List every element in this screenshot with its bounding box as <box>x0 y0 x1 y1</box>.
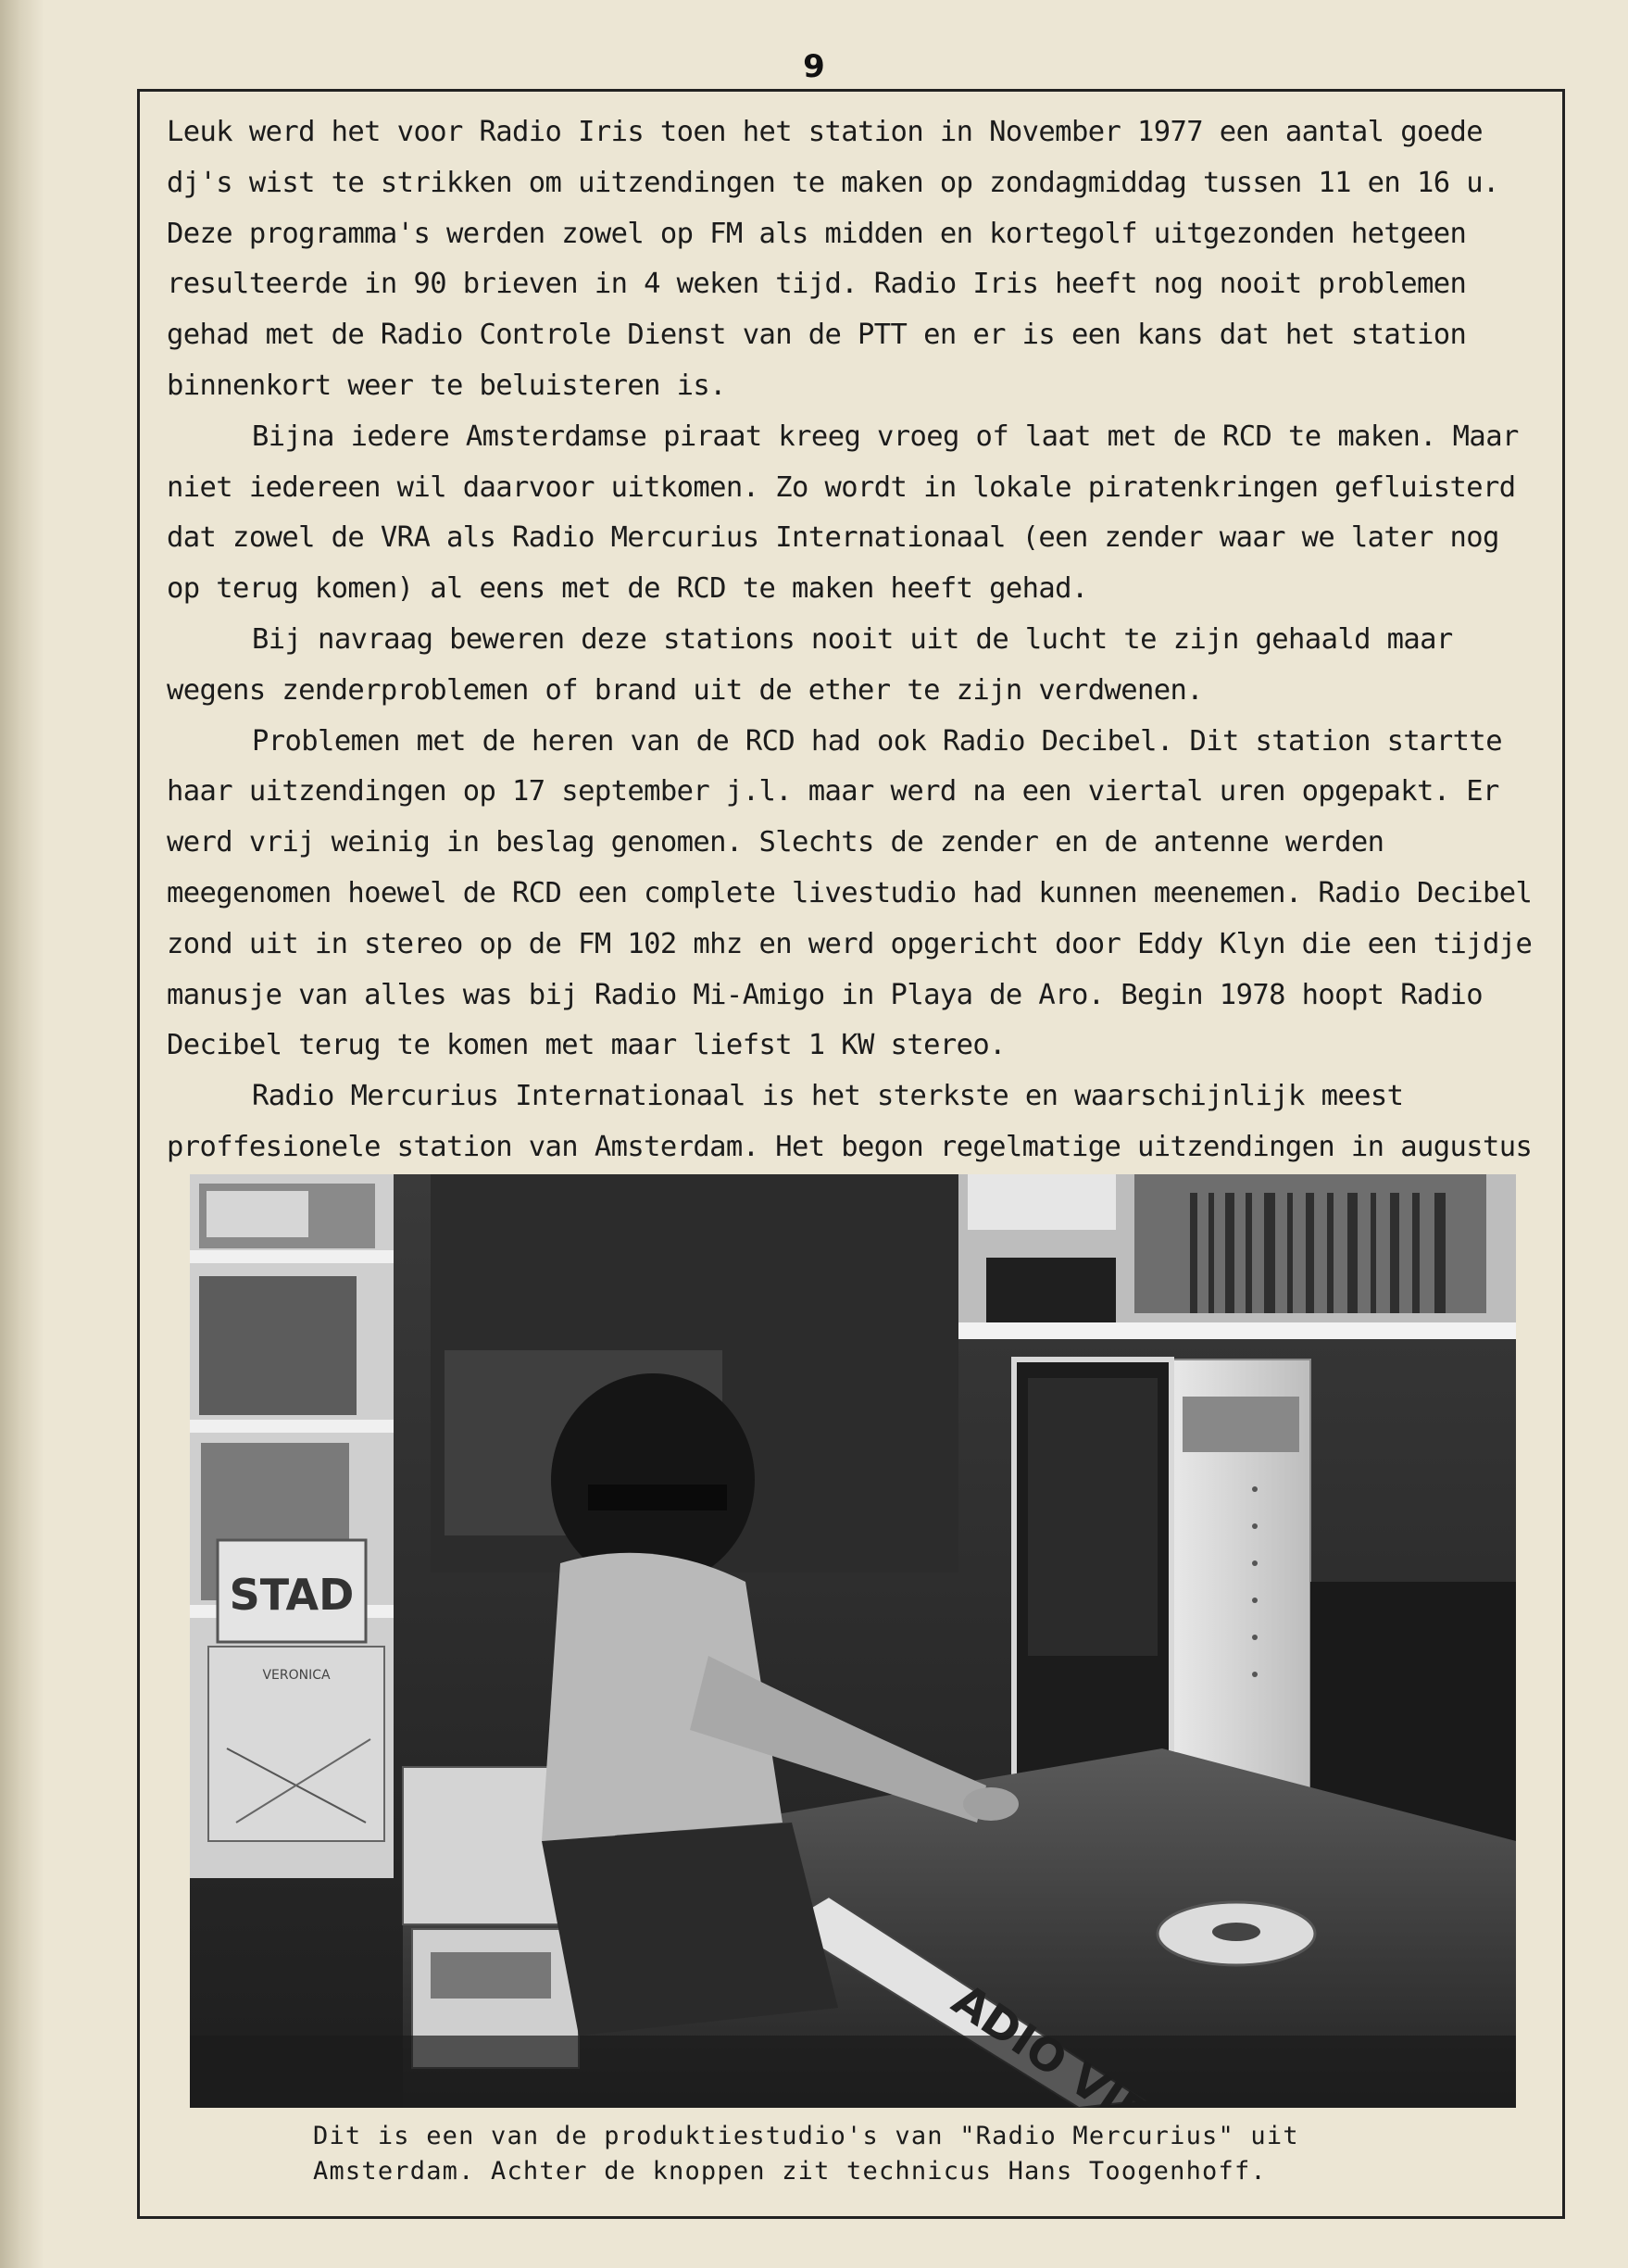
article-line: Bij navraag beweren deze stations nooit uit de lucht te zijn gehaald maar <box>252 622 1453 656</box>
studio-photo <box>190 1174 1516 2108</box>
article-line: gehad met de Radio Controle Dienst van de PTT en er is een kans dat het station <box>167 319 1467 352</box>
article-line: proffesionele station van Amsterdam. Het begon regelmatige uitzendingen in augustus <box>167 1130 1533 1163</box>
article-line: binnenkort weer te beluisteren is. <box>167 369 726 402</box>
caption-line-1: Dit is een van de produktiestudio's van "Radio Mercurius" uit <box>313 2122 1299 2150</box>
article-line: Deze programma's werden zowel op FM als midden en kortegolf uitgezonden hetgeen <box>167 217 1467 250</box>
article-line: Radio Mercurius Internationaal is het sterkste en waarschijnlijk meest <box>252 1080 1404 1113</box>
article-line: werd vrij weinig in beslag genomen. Slechts de zender en de antenne werden <box>167 826 1384 859</box>
article-line: resulteerde in 90 brieven in 4 weken tijd. Radio Iris heeft nog nooit problemen <box>167 268 1467 301</box>
article-text <box>167 107 1565 1173</box>
veronica-label-text: VERONICA <box>262 1668 331 1683</box>
article-line: haar uitzendingen op 17 september j.l. maar werd na een viertal uren opgepakt. Er <box>167 775 1499 808</box>
article-line: zond uit in stereo op de FM 102 mhz en werd opgericht door Eddy Klyn die een tijdje <box>167 927 1533 960</box>
article-line: Bijna iedere Amsterdamse piraat kreeg vroeg of laat met de RCD te maken. Maar <box>252 420 1519 453</box>
article-line: Decibel terug te komen met maar liefst 1 KW stereo. <box>167 1029 1006 1062</box>
article-line: dj's wist te strikken om uitzendingen te maken op zondagmiddag tussen 11 en 16 u. <box>167 166 1499 199</box>
stad-sign-text: STAD <box>229 1570 355 1620</box>
photo-caption <box>313 2119 1517 2189</box>
caption-line-2: Amsterdam. Achter de knoppen zit technicus Hans Toogenhoff. <box>313 2157 1267 2186</box>
article-line: meegenomen hoewel de RCD een complete livestudio had kunnen meenemen. Radio Decibel <box>167 876 1533 909</box>
page-spine-shadow <box>0 0 44 2268</box>
article-line: op terug komen) al eens met de RCD te maken heeft gehad. <box>167 572 1088 606</box>
article-line: niet iedereen wil daarvoor uitkomen. Zo wordt in lokale piratenkringen gefluisterd <box>167 470 1516 504</box>
article-line: manusje van alles was bij Radio Mi-Amigo in Playa de Aro. Begin 1978 hoopt Radio <box>167 978 1484 1011</box>
article-line: Leuk werd het voor Radio Iris toen het station in November 1977 een aantal goede <box>167 116 1484 148</box>
article-line: dat zowel de VRA als Radio Mercurius Internationaal (een zender waar we later nog <box>167 521 1499 555</box>
article-line: Problemen met de heren van de RCD had ook Radio Decibel. Dit station startte <box>252 724 1502 758</box>
page-number: 9 <box>803 48 825 85</box>
article-line: wegens zenderproblemen of brand uit de ether te zijn verdwenen. <box>167 673 1204 707</box>
